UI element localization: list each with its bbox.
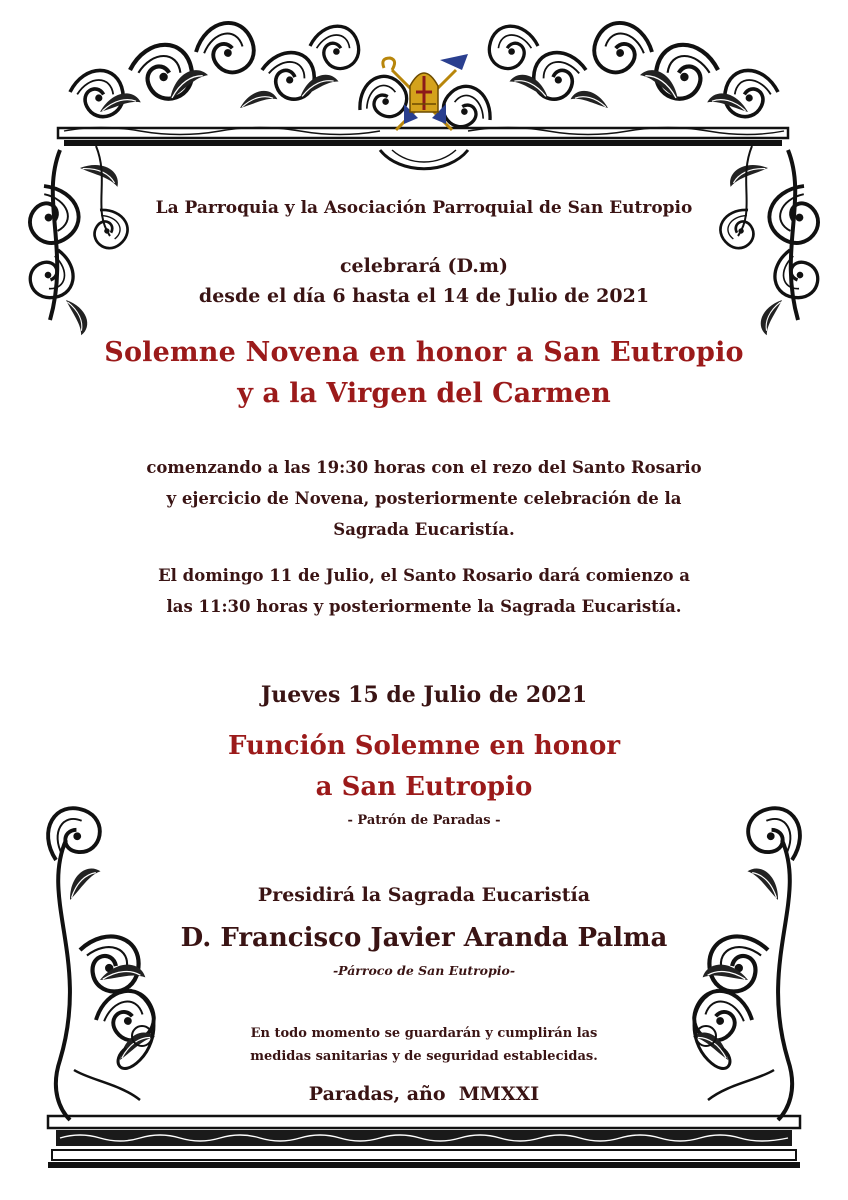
function-title-line1: Función Solemne en honor bbox=[227, 731, 621, 761]
novena-dates: desde el día 6 hasta el 14 de Julio de 2021 bbox=[198, 285, 650, 307]
safety-notice bbox=[0, 1022, 848, 1068]
parish-emblem bbox=[383, 54, 468, 130]
function-date: Jueves 15 de Julio de 2021 bbox=[260, 682, 588, 708]
novena-title-line1: Solemne Novena en honor a San Eutropio bbox=[104, 337, 744, 368]
schedule-line: y ejercicio de Novena, posteriormente celebración de la bbox=[166, 489, 682, 508]
sunday-paragraph bbox=[0, 560, 848, 622]
celebrara-line: celebrará (D.m) bbox=[339, 255, 508, 277]
intro-line: La Parroquia y la Asociación Parroquial de San Eutropio bbox=[155, 198, 693, 218]
celebrant-name: D. Francisco Javier Aranda Palma bbox=[180, 923, 668, 953]
bottom-rail-ornament bbox=[48, 1116, 800, 1168]
schedule-line: Sagrada Eucaristía. bbox=[333, 520, 515, 539]
function-title-line2: a San Eutropio bbox=[315, 772, 533, 802]
safety-line: En todo momento se guardarán y cumplirán las bbox=[250, 1026, 598, 1041]
patron-subtitle: - Patrón de Paradas - bbox=[347, 813, 501, 828]
sunday-line: las 11:30 horas y posteriormente la Sagrada Eucaristía. bbox=[166, 597, 682, 616]
schedule-paragraph bbox=[0, 452, 848, 545]
safety-line: medidas sanitarias y de seguridad establecidas. bbox=[250, 1049, 598, 1064]
lower-side-ornaments bbox=[36, 798, 813, 1120]
celebrant-role: -Párroco de San Eutropio- bbox=[332, 963, 516, 978]
schedule-line: comenzando a las 19:30 horas con el rezo del Santo Rosario bbox=[146, 458, 702, 477]
upper-side-ornaments bbox=[19, 146, 829, 337]
presidira-line: Presidirá la Sagrada Eucaristía bbox=[257, 884, 591, 906]
sunday-line: El domingo 11 de Julio, el Santo Rosario dará comienzo a bbox=[158, 566, 690, 585]
closing-line: Paradas, año MMXXI bbox=[308, 1083, 540, 1105]
novena-title-line2: y a la Virgen del Carmen bbox=[237, 378, 611, 409]
